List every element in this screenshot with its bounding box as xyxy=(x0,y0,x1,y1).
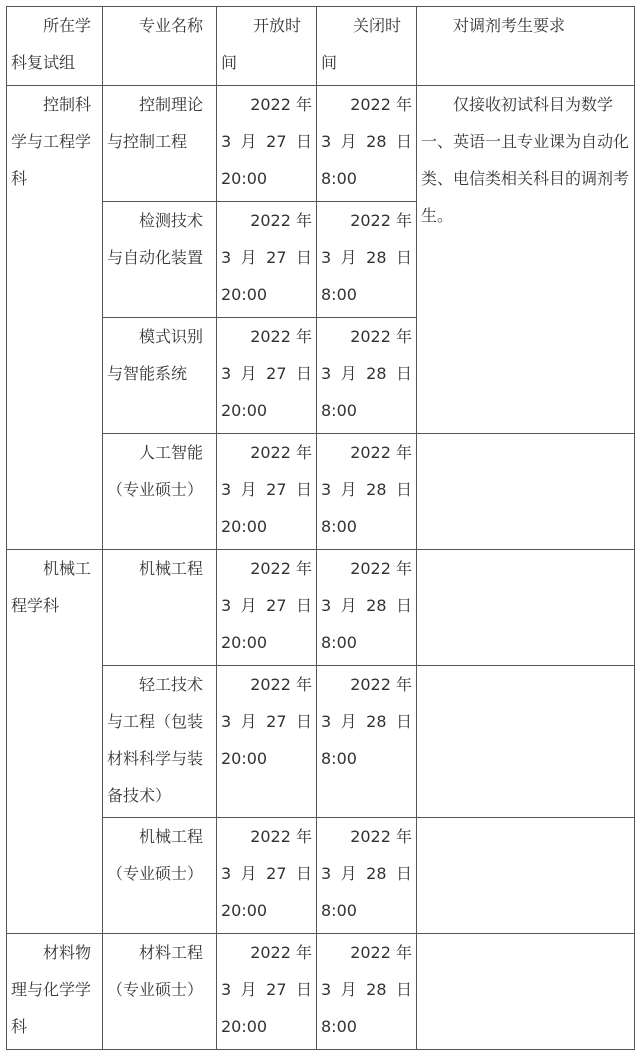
day-label: 日 xyxy=(295,864,312,883)
month-day-text xyxy=(221,355,312,392)
open-time-cell xyxy=(217,818,317,934)
day-number: 28 xyxy=(366,864,387,883)
header-requirement: 对调剂考生要求 xyxy=(417,7,635,86)
month-label: 月 xyxy=(240,980,257,999)
month-day-text xyxy=(221,587,312,624)
table-header-row xyxy=(7,7,635,86)
month-number: 3 xyxy=(221,480,232,499)
month-label: 月 xyxy=(340,132,357,151)
month-label: 月 xyxy=(340,364,357,383)
year-text: 2022 年 xyxy=(350,443,412,462)
month-day-text xyxy=(221,239,312,276)
time-text: 8:00 xyxy=(321,517,357,536)
day-number: 27 xyxy=(266,480,287,499)
month-number: 3 xyxy=(321,364,332,383)
month-day-text xyxy=(221,471,312,508)
month-day-text xyxy=(321,703,412,740)
time-text: 20:00 xyxy=(221,1017,268,1036)
month-number: 3 xyxy=(221,980,232,999)
day-number: 27 xyxy=(266,364,287,383)
month-number: 3 xyxy=(321,248,332,267)
month-number: 3 xyxy=(321,480,332,499)
month-label: 月 xyxy=(240,132,257,151)
open-time-cell xyxy=(217,434,317,550)
day-number: 27 xyxy=(266,712,287,731)
close-time-cell xyxy=(317,86,417,202)
day-number: 27 xyxy=(266,248,287,267)
time-text: 8:00 xyxy=(321,901,357,920)
year-text: 2022 年 xyxy=(350,211,412,230)
header-close-time: 关闭时间 xyxy=(317,7,417,86)
table-row xyxy=(7,934,635,1050)
time-text: 20:00 xyxy=(221,169,268,188)
year-text: 2022 年 xyxy=(250,943,312,962)
year-text: 2022 年 xyxy=(350,827,412,846)
day-number: 28 xyxy=(366,480,387,499)
month-label: 月 xyxy=(240,712,257,731)
day-label: 日 xyxy=(395,364,412,383)
group-cell: 材料物理与化学学科 xyxy=(7,934,103,1050)
month-day-text xyxy=(321,855,412,892)
open-time-cell xyxy=(217,666,317,818)
major-cell: 人工智能（专业硕士） xyxy=(103,434,217,550)
close-time-cell xyxy=(317,934,417,1050)
month-number: 3 xyxy=(221,596,232,615)
major-cell: 轻工技术与工程（包装材料科学与装备技术） xyxy=(103,666,217,818)
year-text: 2022 年 xyxy=(350,327,412,346)
year-text: 2022 年 xyxy=(250,327,312,346)
major-cell: 机械工程（专业硕士） xyxy=(103,818,217,934)
day-label: 日 xyxy=(395,480,412,499)
day-number: 28 xyxy=(366,596,387,615)
header-open-time: 开放时间 xyxy=(217,7,317,86)
major-cell: 机械工程 xyxy=(103,550,217,666)
requirement-cell xyxy=(417,666,635,818)
month-day-text xyxy=(221,855,312,892)
header-group: 所在学科复试组 xyxy=(7,7,103,86)
day-number: 27 xyxy=(266,596,287,615)
day-number: 28 xyxy=(366,248,387,267)
day-number: 28 xyxy=(366,712,387,731)
day-number: 28 xyxy=(366,980,387,999)
open-time-cell xyxy=(217,318,317,434)
header-major: 专业名称 xyxy=(103,7,217,86)
adjustment-table xyxy=(6,6,635,1050)
close-time-cell xyxy=(317,318,417,434)
close-time-cell xyxy=(317,818,417,934)
day-label: 日 xyxy=(295,712,312,731)
time-text: 20:00 xyxy=(221,285,268,304)
time-text: 8:00 xyxy=(321,169,357,188)
time-text: 20:00 xyxy=(221,901,268,920)
month-number: 3 xyxy=(321,132,332,151)
day-label: 日 xyxy=(395,712,412,731)
month-number: 3 xyxy=(321,596,332,615)
month-number: 3 xyxy=(321,712,332,731)
day-number: 28 xyxy=(366,132,387,151)
year-text: 2022 年 xyxy=(350,95,412,114)
month-label: 月 xyxy=(240,248,257,267)
open-time-cell xyxy=(217,550,317,666)
day-label: 日 xyxy=(395,596,412,615)
time-text: 20:00 xyxy=(221,517,268,536)
month-label: 月 xyxy=(240,864,257,883)
month-day-text xyxy=(321,587,412,624)
day-label: 日 xyxy=(295,132,312,151)
time-text: 8:00 xyxy=(321,633,357,652)
requirement-cell xyxy=(417,818,635,934)
time-text: 8:00 xyxy=(321,285,357,304)
table-row xyxy=(7,550,635,666)
open-time-cell xyxy=(217,202,317,318)
month-label: 月 xyxy=(240,364,257,383)
requirement-cell xyxy=(417,434,635,550)
requirement-cell xyxy=(417,550,635,666)
major-cell: 模式识别与智能系统 xyxy=(103,318,217,434)
year-text: 2022 年 xyxy=(350,559,412,578)
time-text: 20:00 xyxy=(221,749,268,768)
month-number: 3 xyxy=(221,364,232,383)
day-label: 日 xyxy=(295,980,312,999)
day-number: 28 xyxy=(366,364,387,383)
month-number: 3 xyxy=(221,248,232,267)
open-time-cell xyxy=(217,86,317,202)
group-cell: 控制科学与工程学科 xyxy=(7,86,103,550)
month-number: 3 xyxy=(221,712,232,731)
day-number: 27 xyxy=(266,864,287,883)
day-number: 27 xyxy=(266,132,287,151)
time-text: 8:00 xyxy=(321,749,357,768)
month-day-text xyxy=(321,355,412,392)
month-day-text xyxy=(321,239,412,276)
day-label: 日 xyxy=(395,132,412,151)
month-day-text xyxy=(321,471,412,508)
month-number: 3 xyxy=(221,132,232,151)
month-day-text xyxy=(321,971,412,1008)
year-text: 2022 年 xyxy=(250,559,312,578)
close-time-cell xyxy=(317,434,417,550)
month-day-text xyxy=(221,123,312,160)
day-label: 日 xyxy=(395,980,412,999)
close-time-cell xyxy=(317,202,417,318)
month-day-text xyxy=(221,971,312,1008)
year-text: 2022 年 xyxy=(250,95,312,114)
year-text: 2022 年 xyxy=(350,675,412,694)
month-number: 3 xyxy=(221,864,232,883)
requirement-cell xyxy=(417,934,635,1050)
month-number: 3 xyxy=(321,980,332,999)
requirement-cell: 仅接收初试科目为数学一、英语一且专业课为自动化类、电信类相关科目的调剂考生。 xyxy=(417,86,635,434)
major-cell: 控制理论与控制工程 xyxy=(103,86,217,202)
time-text: 8:00 xyxy=(321,401,357,420)
year-text: 2022 年 xyxy=(250,211,312,230)
month-label: 月 xyxy=(340,248,357,267)
day-label: 日 xyxy=(295,248,312,267)
day-label: 日 xyxy=(295,596,312,615)
open-time-cell xyxy=(217,934,317,1050)
month-label: 月 xyxy=(240,596,257,615)
table-row xyxy=(7,86,635,202)
major-cell: 检测技术与自动化装置 xyxy=(103,202,217,318)
group-cell: 机械工程学科 xyxy=(7,550,103,934)
day-label: 日 xyxy=(295,364,312,383)
close-time-cell xyxy=(317,550,417,666)
month-label: 月 xyxy=(340,712,357,731)
close-time-cell xyxy=(317,666,417,818)
year-text: 2022 年 xyxy=(250,443,312,462)
day-label: 日 xyxy=(295,480,312,499)
day-number: 27 xyxy=(266,980,287,999)
month-label: 月 xyxy=(340,480,357,499)
month-label: 月 xyxy=(340,864,357,883)
month-day-text xyxy=(221,703,312,740)
year-text: 2022 年 xyxy=(250,827,312,846)
day-label: 日 xyxy=(395,248,412,267)
time-text: 8:00 xyxy=(321,1017,357,1036)
month-label: 月 xyxy=(340,980,357,999)
year-text: 2022 年 xyxy=(350,943,412,962)
major-cell: 材料工程（专业硕士） xyxy=(103,934,217,1050)
month-day-text xyxy=(321,123,412,160)
day-label: 日 xyxy=(395,864,412,883)
time-text: 20:00 xyxy=(221,633,268,652)
month-number: 3 xyxy=(321,864,332,883)
time-text: 20:00 xyxy=(221,401,268,420)
month-label: 月 xyxy=(240,480,257,499)
month-label: 月 xyxy=(340,596,357,615)
year-text: 2022 年 xyxy=(250,675,312,694)
